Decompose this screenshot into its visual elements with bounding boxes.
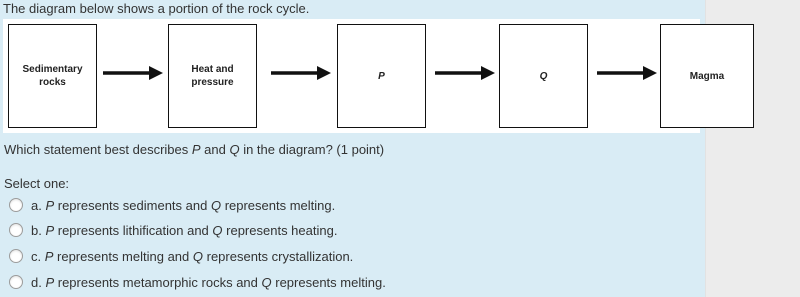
question-text: Which statement best describes P and Q in the diagram? (1 point) xyxy=(4,142,385,157)
radio-button[interactable] xyxy=(9,275,23,289)
option-label: d. P represents metamorphic rocks and Q represents melting. xyxy=(31,274,386,290)
option-label: b. P represents lithification and Q represents heating. xyxy=(31,222,338,238)
arrow-right-icon xyxy=(103,66,165,80)
option-label: c. P represents melting and Q represents crystallization. xyxy=(31,248,354,264)
option-label: a. P represents sediments and Q represents melting. xyxy=(31,197,336,213)
box-heat-and-pressure: Heat and pressure xyxy=(168,24,257,128)
select-one-label: Select one: xyxy=(4,176,70,191)
option-d[interactable] xyxy=(9,272,386,292)
option-a[interactable] xyxy=(9,195,335,215)
box-q: Q xyxy=(499,24,588,128)
option-c[interactable] xyxy=(9,246,353,266)
arrow-right-icon xyxy=(271,66,333,80)
box-p: P xyxy=(337,24,426,128)
radio-button[interactable] xyxy=(9,198,23,212)
rock-cycle-diagram xyxy=(3,19,725,133)
radio-button[interactable] xyxy=(9,249,23,263)
option-b[interactable] xyxy=(9,220,337,240)
radio-button[interactable] xyxy=(9,223,23,237)
arrow-right-icon xyxy=(597,66,659,80)
arrow-right-icon xyxy=(435,66,497,80)
box-sedimentary-rocks: Sedimentary rocks xyxy=(8,24,97,128)
box-magma: Magma xyxy=(660,24,754,128)
intro-text: The diagram below shows a portion of the rock cycle. xyxy=(3,1,310,16)
